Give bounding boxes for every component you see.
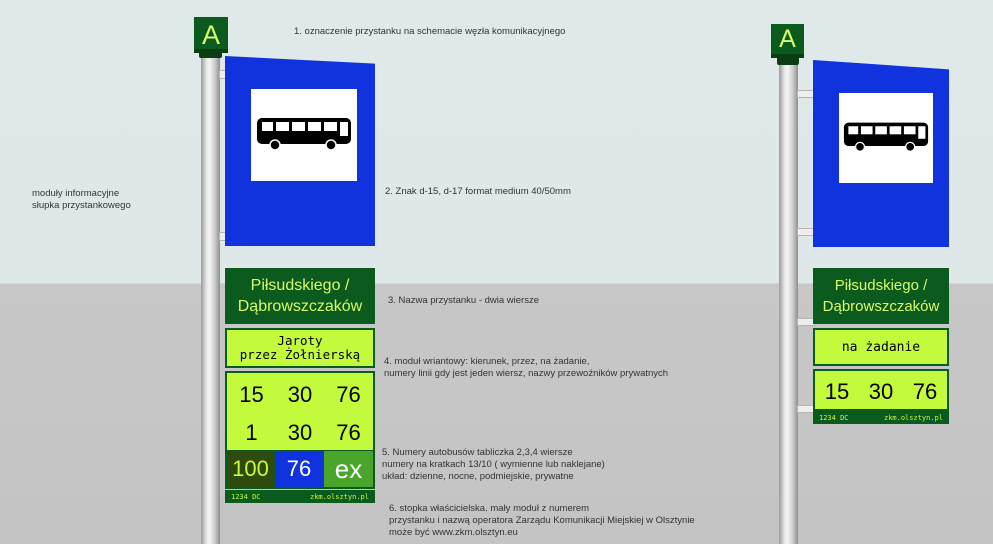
right-owner-footer	[813, 411, 949, 424]
right-bus-stop-sign	[813, 60, 949, 247]
right-post-pole	[779, 65, 798, 544]
line-cell: 30	[276, 413, 324, 450]
stop-name-line2: Dąbrowszczaków	[822, 298, 940, 315]
right-sign-white-field	[839, 93, 933, 183]
line-cell: 76	[324, 373, 373, 413]
left-bus-stop-sign	[225, 56, 375, 246]
stop-letter: A	[779, 25, 796, 53]
left-cap-neck	[199, 51, 222, 58]
line-cell: 15	[227, 373, 276, 413]
right-bracket-1	[797, 90, 815, 98]
left-owner-footer	[225, 490, 375, 503]
right-stop-name-panel	[813, 268, 949, 324]
right-cap-neck	[777, 57, 799, 65]
operator-site: zkm.olsztyn.pl	[883, 413, 943, 422]
line-cell: 76	[903, 371, 947, 409]
stop-name-line2: Dąbrowszczaków	[237, 298, 363, 315]
left-stop-name-panel	[225, 268, 375, 324]
variant-line1: na żadanie	[841, 339, 921, 355]
right-variant-module	[813, 328, 949, 366]
note-1: 1. oznaczenie przystanku na schemacie węzła komunikacyjnego	[294, 26, 566, 37]
right-line-numbers-panel	[813, 369, 949, 411]
bus-icon	[256, 117, 352, 151]
note-2: 2. Znak d-15, d-17 format medium 40/50mm	[385, 186, 571, 197]
line-cell: 30	[859, 371, 903, 409]
note-5: 5. Numery autobusów tabliczka 2,3,4 wiersze numery na kratkach 13/10 ( wymienne lub naklejane) układ: dzienne, nocne, podmiejskie, prywatne	[382, 447, 605, 482]
note-3: 3. Nazwa przystanku - dwia wiersze	[388, 295, 539, 306]
stop-name-line1: Piłsudskiego /	[250, 277, 350, 294]
left-variant-module	[225, 328, 375, 368]
variant-line1: Jaroty	[277, 333, 323, 348]
private-line-cell: ex	[324, 451, 373, 487]
right-bracket-2	[797, 228, 815, 236]
stop-name-line1: Piłsudskiego /	[834, 277, 928, 294]
line-cell: 30	[276, 373, 324, 413]
operator-site: zkm.olsztyn.pl	[309, 492, 369, 501]
night-line-cell: 100	[227, 451, 274, 487]
note-6: 6. stopka właścicielska. mały moduł z numerem przystanku i nazwą operatora Zarządu Komunikacji Miejskiej w Olsztynie może być www.zkm.olsztyn.eu	[389, 503, 695, 538]
modules-title: moduły informacyjne słupka przystankowego	[32, 188, 131, 211]
left-sign-white-field	[251, 89, 357, 181]
bus-icon	[843, 121, 929, 153]
line-cell: 1	[227, 413, 276, 450]
suburban-line-cell: 76	[275, 451, 323, 487]
left-post-pole	[201, 55, 220, 544]
left-line-numbers-panel	[225, 371, 375, 489]
stop-number: 1234 DC	[231, 492, 261, 501]
left-stop-letter-cap	[194, 17, 228, 53]
note-4: 4. moduł wriantowy: kierunek, przez, na żadanie, numery linii gdy jest jeden wiersz, nazwy przewoźników prywatnych	[384, 356, 669, 379]
line-cell: 15	[815, 371, 859, 409]
line-cell: 76	[324, 413, 373, 450]
stop-letter: A	[201, 20, 220, 50]
right-stop-letter-cap	[771, 24, 804, 58]
stop-number: 1234 DC	[819, 413, 849, 422]
variant-line2: przez Żołnierską	[239, 347, 361, 362]
